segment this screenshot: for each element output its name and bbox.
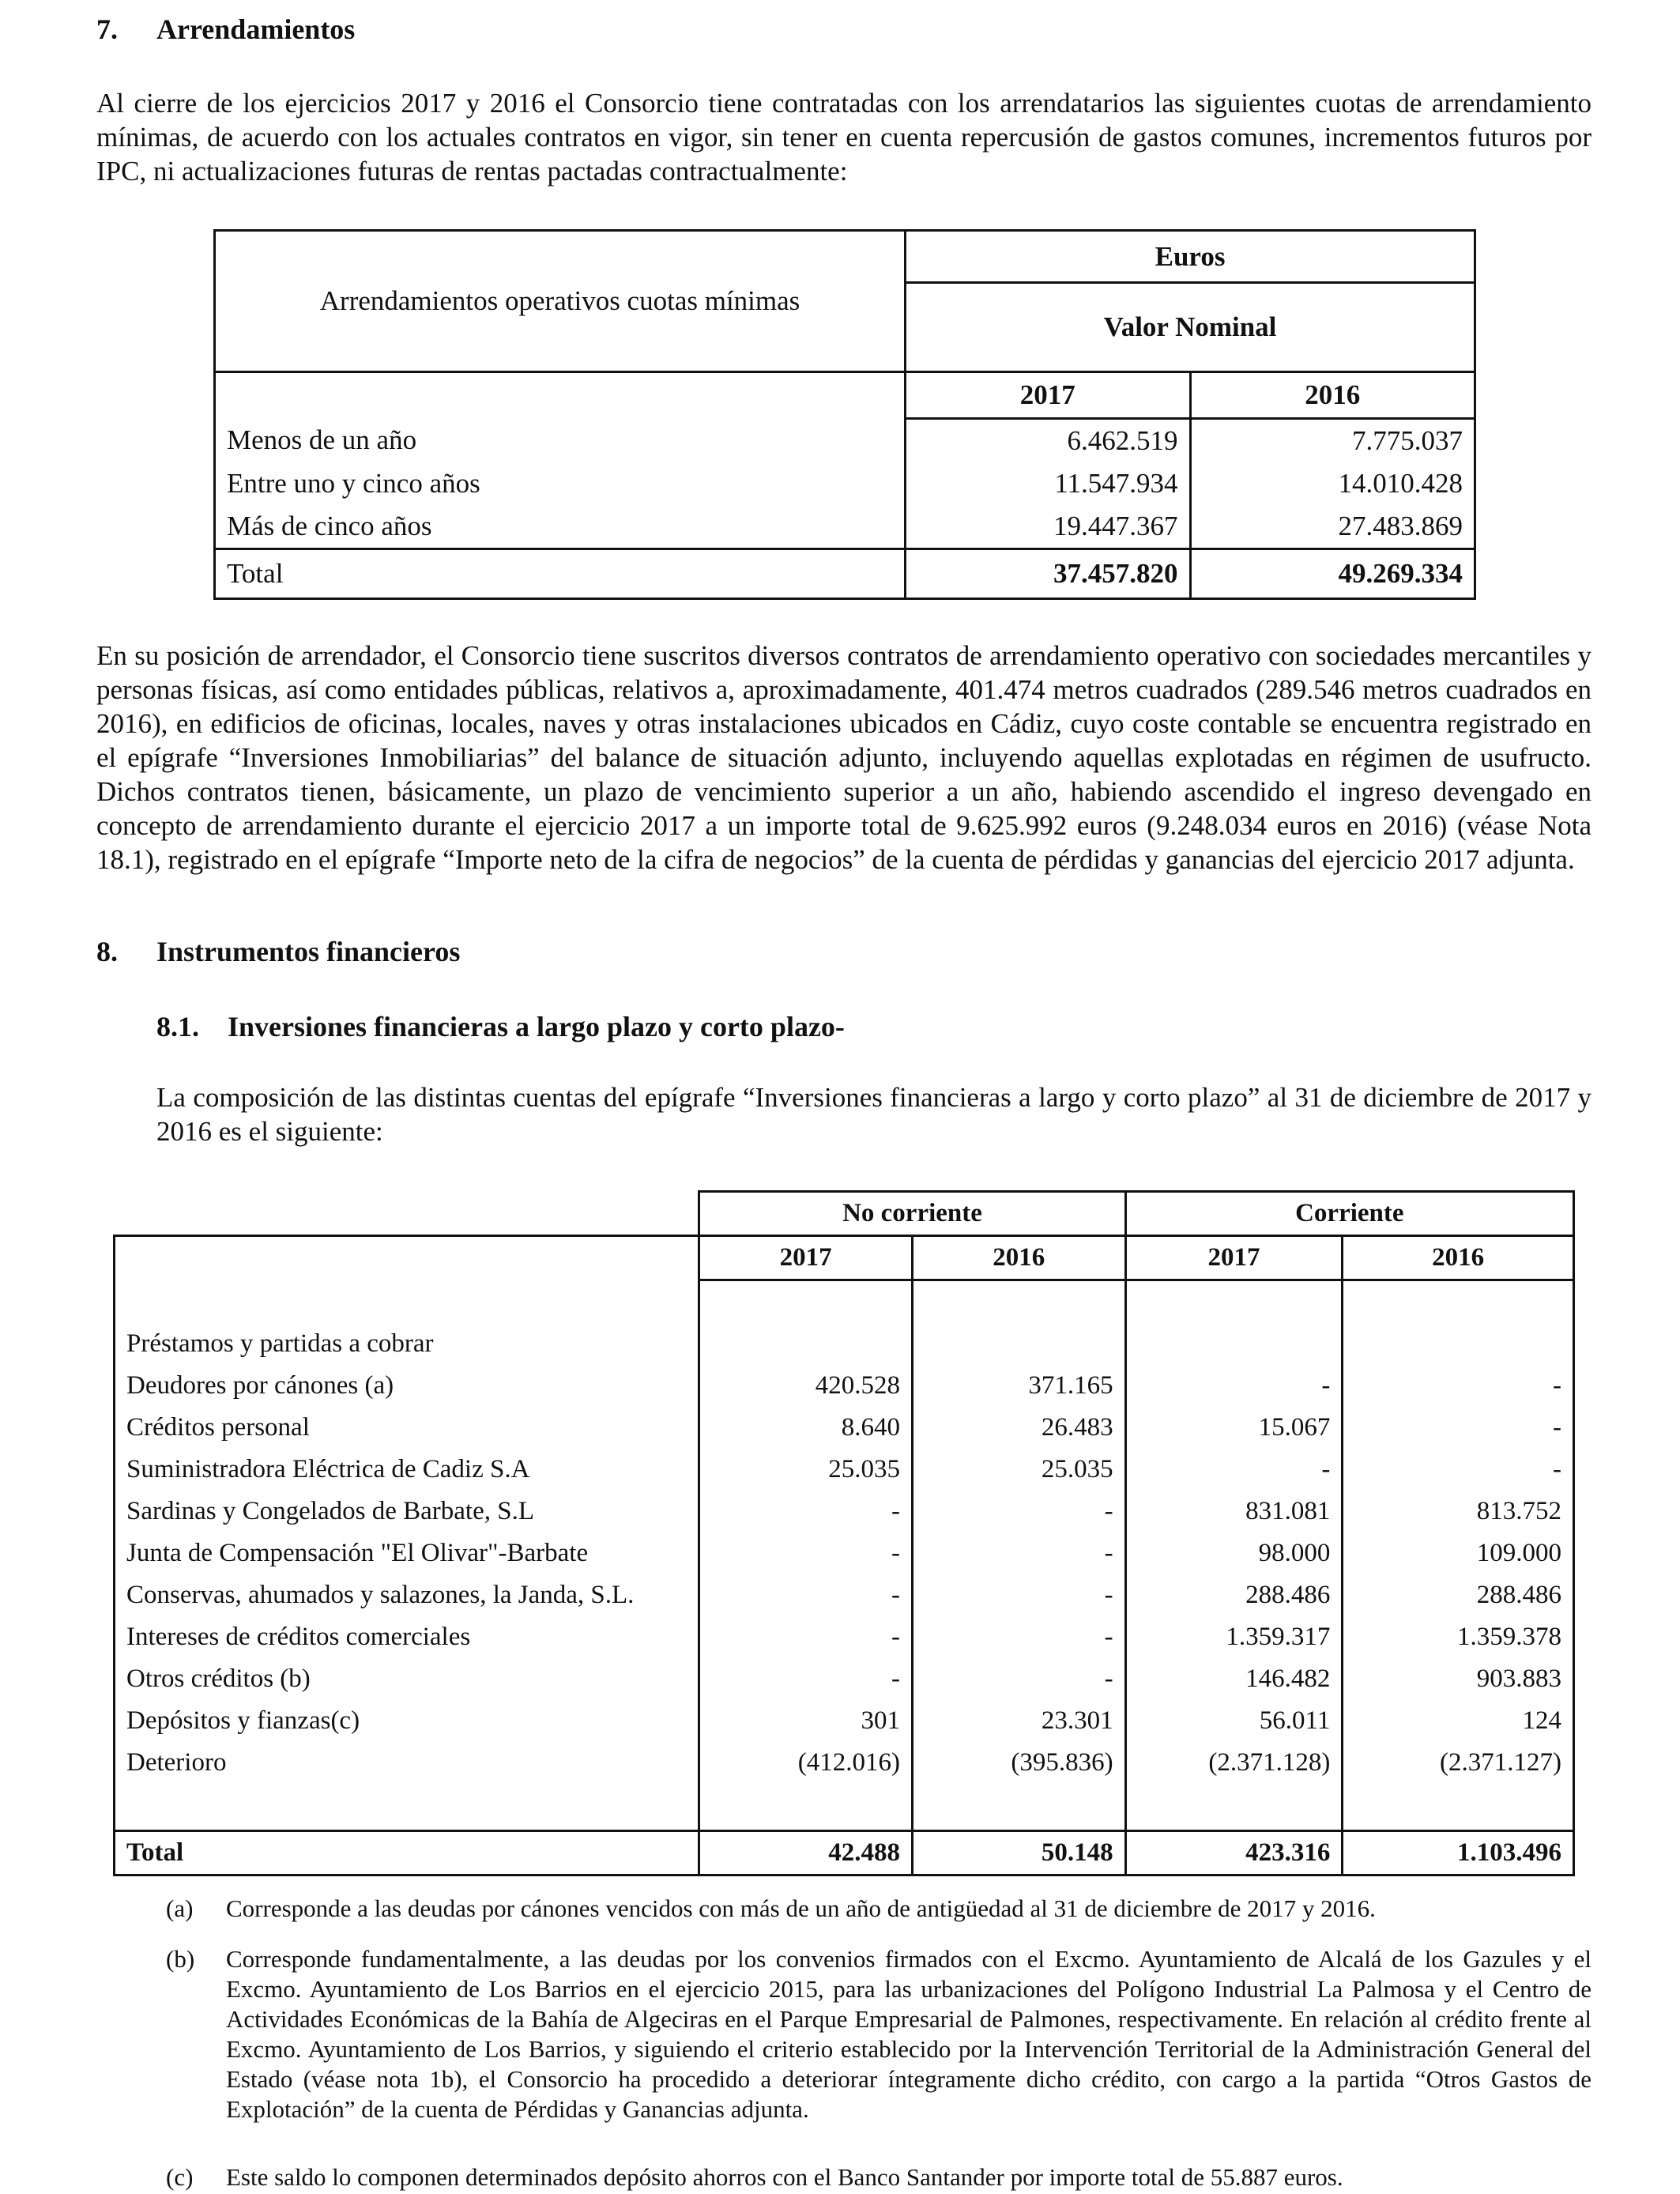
inv-total-row	[115, 1831, 1574, 1875]
inv-spacer	[1125, 1280, 1343, 1324]
inv-cell: 25.035	[699, 1449, 913, 1491]
table-row	[115, 1658, 1574, 1700]
lease-value-2017: 19.447.367	[906, 505, 1190, 549]
lease-total-2016: 49.269.334	[1190, 549, 1475, 599]
inv-blank-header	[115, 1236, 699, 1280]
lease-value-2016: 7.775.037	[1190, 419, 1475, 463]
inv-cell: 371.165	[912, 1365, 1125, 1407]
footnote	[166, 2162, 1591, 2192]
section-8-heading	[96, 935, 460, 968]
inv-cell: -	[1343, 1365, 1574, 1407]
inv-cell: 903.883	[1343, 1658, 1574, 1700]
inv-cell: -	[912, 1616, 1125, 1658]
section-7-number: 7.	[96, 13, 118, 45]
footnote-text: Corresponde a las deudas por cánones vencidos con más de un año de antigüedad al 31 de diciembre de 2017 y 2016.	[226, 1894, 1376, 1922]
inv-cell: -	[699, 1574, 913, 1616]
inv-year-cell: 2017	[699, 1236, 913, 1280]
inv-cell: 26.483	[912, 1407, 1125, 1449]
table-row	[215, 505, 1475, 549]
footnote-tag: (c)	[166, 2163, 194, 2191]
inv-spacer	[1343, 1784, 1574, 1831]
inv-cell: (412.016)	[699, 1742, 913, 1784]
inv-cell: (395.836)	[912, 1742, 1125, 1784]
table-row	[115, 1700, 1574, 1742]
inv-spacer	[115, 1784, 699, 1831]
table-row	[215, 462, 1475, 505]
inv-cell: 813.752	[1343, 1491, 1574, 1532]
lease-value-2017: 11.547.934	[906, 462, 1190, 505]
lease-row-label: Más de cinco años	[215, 505, 906, 549]
inv-spacer	[1343, 1280, 1574, 1324]
inv-cell: 288.486	[1125, 1574, 1343, 1616]
section-8-1-intro: La composición de las distintas cuentas del epígrafe “Inversiones financieras a largo y corto plazo” al 31 de diciembre de 2017 y 2016 es el siguiente:	[156, 1082, 1591, 1147]
inv-cell: 98.000	[1125, 1532, 1343, 1574]
inv-cell: 301	[699, 1700, 913, 1742]
inv-total-cell: 50.148	[912, 1831, 1125, 1875]
inv-empty-cell	[912, 1323, 1125, 1365]
inv-spacer	[699, 1784, 913, 1831]
inv-spacer	[912, 1280, 1125, 1324]
inv-cell: -	[1125, 1365, 1343, 1407]
lease-total-2017: 37.457.820	[906, 549, 1190, 599]
inv-cell: (2.371.127)	[1343, 1742, 1574, 1784]
footnote-tag: (a)	[166, 1894, 194, 1922]
table-row	[115, 1449, 1574, 1491]
inv-spacer	[912, 1784, 1125, 1831]
lease-total-label: Total	[215, 549, 906, 599]
inv-row-label: Depósitos y fianzas(c)	[115, 1700, 699, 1742]
table-row	[115, 1532, 1574, 1574]
inv-cell: -	[699, 1658, 913, 1700]
inv-year-cell: 2016	[912, 1236, 1125, 1280]
inv-cell: 8.640	[699, 1407, 913, 1449]
table-row	[115, 1407, 1574, 1449]
lease-table	[213, 229, 1476, 600]
lease-blank-cell	[215, 372, 906, 419]
inv-row-label: Deudores por cánones (a)	[115, 1365, 699, 1407]
section-8-1-number: 8.1.	[156, 1011, 199, 1042]
lease-value-2017: 6.462.519	[906, 419, 1190, 463]
table-row	[115, 1491, 1574, 1532]
lease-year-2016: 2016	[1190, 372, 1475, 419]
inv-row-label: Suministradora Eléctrica de Cadiz S.A	[115, 1449, 699, 1491]
inv-row-label: Intereses de créditos comerciales	[115, 1616, 699, 1658]
lease-value-2016: 14.010.428	[1190, 462, 1475, 505]
inv-cell: 109.000	[1343, 1532, 1574, 1574]
inv-cell: 288.486	[1343, 1574, 1574, 1616]
inv-cell: 23.301	[912, 1700, 1125, 1742]
inv-row-label: Deterioro	[115, 1742, 699, 1784]
inv-total-cell: 1.103.496	[1343, 1831, 1574, 1875]
inv-cell: -	[912, 1658, 1125, 1700]
inv-cell: 25.035	[912, 1449, 1125, 1491]
investments-table	[113, 1190, 1575, 1876]
inv-cell: -	[699, 1616, 913, 1658]
lease-row-label: Menos de un año	[215, 419, 906, 463]
inv-row-label: Sardinas y Congelados de Barbate, S.L	[115, 1491, 699, 1532]
footnote	[166, 1944, 1591, 2124]
lease-measure-header: Valor Nominal	[906, 283, 1475, 372]
inv-cell: 1.359.378	[1343, 1616, 1574, 1658]
inv-category-label: Préstamos y partidas a cobrar	[115, 1323, 699, 1365]
inv-cell: 56.011	[1125, 1700, 1343, 1742]
section-8-number: 8.	[96, 936, 118, 967]
footnote-text: Este saldo lo componen determinados depósito ahorros con el Banco Santander por importe total de 55.887 euros.	[226, 2163, 1343, 2191]
inv-spacer	[1125, 1784, 1343, 1831]
lease-row-label: Entre uno y cinco años	[215, 462, 906, 505]
inv-group-non-current: No corriente	[699, 1192, 1125, 1236]
inv-row-label: Conservas, ahumados y salazones, la Janda, S.L.	[115, 1574, 699, 1616]
section-7-title: Arrendamientos	[156, 13, 356, 45]
inv-cell: -	[699, 1532, 913, 1574]
inv-row-label: Créditos personal	[115, 1407, 699, 1449]
inv-cell: 420.528	[699, 1365, 913, 1407]
inv-row-label: Junta de Compensación "El Olivar"-Barbate	[115, 1532, 699, 1574]
inv-empty-cell	[699, 1323, 913, 1365]
lease-total-row	[215, 549, 1475, 599]
lease-value-2016: 27.483.869	[1190, 505, 1475, 549]
inv-cell: -	[912, 1532, 1125, 1574]
inv-corner-cell	[115, 1192, 699, 1236]
section-7-body: En su posición de arrendador, el Consorcio tiene suscritos diversos contratos de arrendamiento operativo con sociedades mercantiles y personas físicas, así como entidades públicas, relativos a, aproximadamente, 401.474 metros cuadrados (289.546 metros cuadrados en 2016), en edificios de oficinas, locales, naves y otras instalaciones ubicados en Cádiz, cuyo coste contable se encuentra registrado en el epígrafe “Inversiones Inmobiliarias” del balance de situación adjunto, incluyendo aquellas explotadas en régimen de usufructo. Dichos contratos tienen, básicamente, un plazo de vencimiento superior a un año, habiendo ascendido el ingreso devengado en concepto de arrendamiento durante el ejercicio 2017 a un importe total de 9.625.992 euros (9.248.034 euros en 2016) (véase Nota 18.1), registrado en el epígrafe “Importe neto de la cifra de negocios” de la cuenta de pérdidas y ganancias del ejercicio 2017 adjunta.	[96, 640, 1591, 875]
footnote-tag: (b)	[166, 1945, 195, 1973]
inv-total-cell: 42.488	[699, 1831, 913, 1875]
table-row	[115, 1742, 1574, 1784]
inv-spacer	[115, 1280, 699, 1324]
footnote-text: Corresponde fundamentalmente, a las deudas por los convenios firmados con el Excmo. Ayuntamiento de Alcalá de los Gazules y el Excmo. Ayuntamiento de Los Barrios en el ejercicio 2015, para las urbanizaciones del Polígono Industrial La Palmosa y el Centro de Actividades Económicas de la Bahía de Algeciras en el Parque Empresarial de Palmones, respectivamente. En relación al crédito frente al Excmo. Ayuntamiento de Los Barrios, y siguiendo el criterio establecido por la Intervención Territorial de la Administración General del Estado (véase nota 1b), el Consorcio ha procedido a deteriorar íntegramente dicho crédito, con cargo a la partida “Otros Gastos de Explotación” de la cuenta de Pérdidas y Ganancias adjunta.	[226, 1945, 1591, 2123]
lease-row-header: Arrendamientos operativos cuotas mínimas	[215, 231, 906, 372]
table-row	[115, 1616, 1574, 1658]
inv-row-label: Otros créditos (b)	[115, 1658, 699, 1700]
inv-cell: 124	[1343, 1700, 1574, 1742]
table-row	[215, 419, 1475, 463]
lease-currency-header: Euros	[906, 231, 1475, 283]
inv-cell: -	[912, 1574, 1125, 1616]
inv-cell: -	[699, 1491, 913, 1532]
inv-cell: -	[1343, 1449, 1574, 1491]
table-row	[115, 1365, 1574, 1407]
inv-year-cell: 2017	[1125, 1236, 1343, 1280]
inv-cell: -	[912, 1491, 1125, 1532]
inv-empty-cell	[1125, 1323, 1343, 1365]
inv-cell: -	[1125, 1449, 1343, 1491]
section-8-1-title: Inversiones financieras a largo plazo y corto plazo-	[228, 1011, 845, 1042]
inv-group-current: Corriente	[1125, 1192, 1573, 1236]
section-7-heading	[96, 13, 355, 46]
inv-cell: 1.359.317	[1125, 1616, 1343, 1658]
inv-empty-cell	[1343, 1323, 1574, 1365]
inv-spacer	[699, 1280, 913, 1324]
inv-cell: 15.067	[1125, 1407, 1343, 1449]
section-8-title: Instrumentos financieros	[156, 936, 461, 967]
inv-cell: 146.482	[1125, 1658, 1343, 1700]
inv-cell: (2.371.128)	[1125, 1742, 1343, 1784]
inv-cell: 831.081	[1125, 1491, 1343, 1532]
inv-total-cell: 423.316	[1125, 1831, 1343, 1875]
table-row	[115, 1574, 1574, 1616]
inv-cell: -	[1343, 1407, 1574, 1449]
section-8-1-heading	[156, 1010, 845, 1043]
footnote	[166, 1894, 1591, 1924]
lease-year-2017: 2017	[906, 372, 1190, 419]
inv-year-cell: 2016	[1343, 1236, 1574, 1280]
inv-total-label: Total	[115, 1831, 699, 1875]
section-7-intro: Al cierre de los ejercicios 2017 y 2016 el Consorcio tiene contratadas con los arrendatarios las siguientes cuotas de arrendamiento mínimas, de acuerdo con los actuales contratos en vigor, sin tener en cuenta repercusión de gastos comunes, incrementos futuros por IPC, ni actualizaciones futuras de rentas pactadas contractualmente:	[96, 88, 1591, 187]
